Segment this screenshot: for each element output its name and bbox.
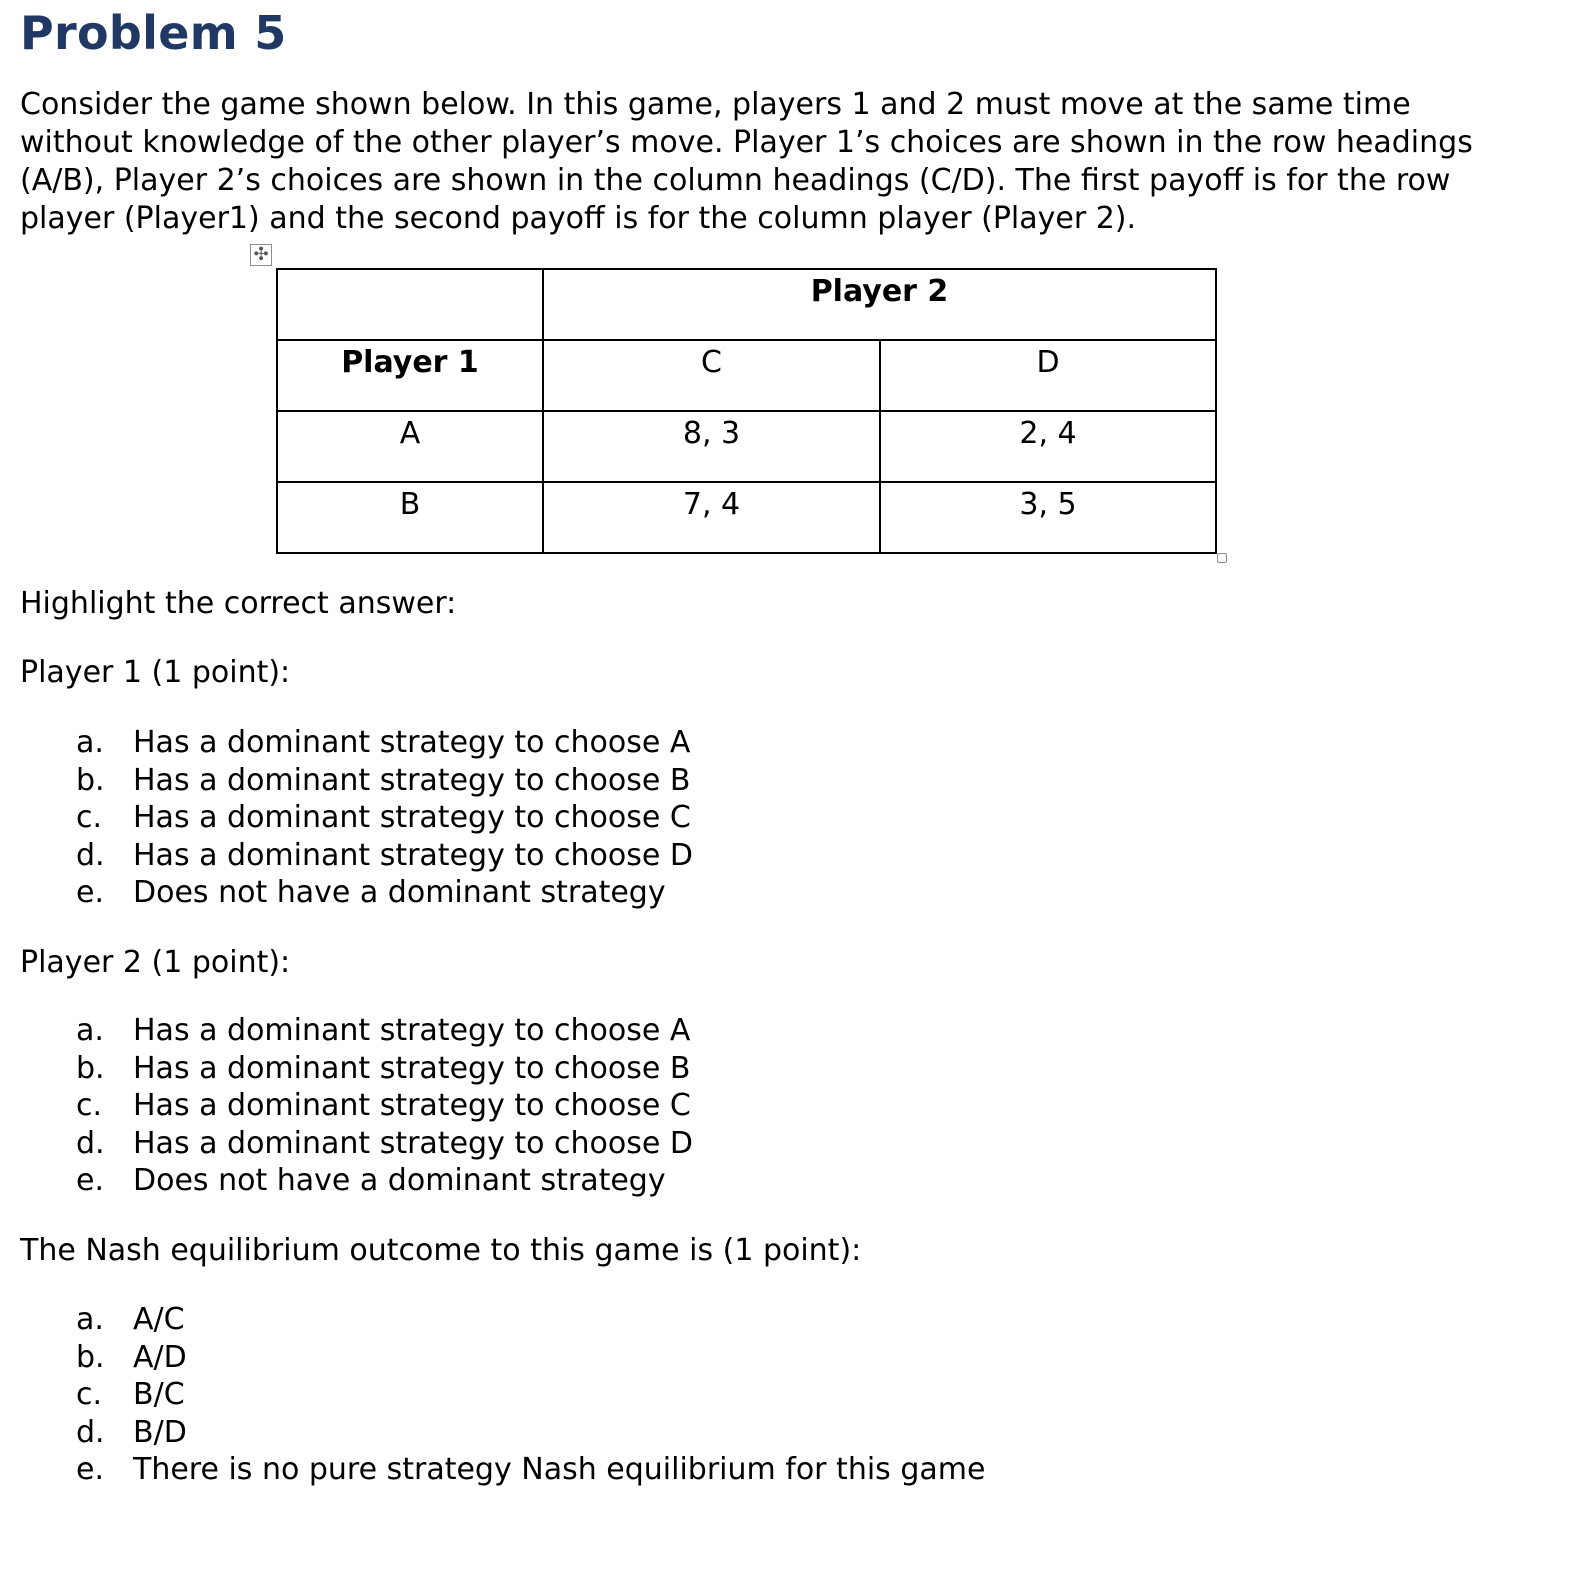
table-row [277,482,1216,553]
list-item[interactable] [76,837,693,875]
list-item[interactable] [76,799,693,837]
list-item[interactable] [76,724,693,762]
list-item[interactable] [76,1451,985,1489]
option-text: Has a dominant strategy to choose A [133,1013,691,1048]
option-marker: a. [76,1302,104,1337]
table-choice-row [277,340,1216,411]
option-text: Has a dominant strategy to choose B [133,762,691,798]
option-text: Does not have a dominant strategy [133,875,666,911]
intro-paragraph: Consider the game shown below. In this game, players 1 and 2 must move at the same time without knowledge of the other player’s move. Player 1’s choices are shown in the row headings (A/B), Player 2’s choices are shown in the column headings (C/D). The first payoff is for the row player (Player1) and the second payoff is for the column player (Player 2). [20,87,1473,236]
list-item[interactable] [76,762,693,800]
payoff-cell-a-c: 8, 3 [543,411,880,482]
list-item[interactable] [76,1162,693,1200]
column-choice-c: C [543,340,880,411]
option-marker: c. [76,1088,103,1124]
instruction-text: Highlight the correct answer: [20,586,457,621]
option-marker: c. [76,1377,103,1413]
question-3-options [76,1301,985,1489]
list-item[interactable] [76,1339,985,1377]
option-text: Has a dominant strategy to choose C [133,1088,691,1124]
option-marker: d. [76,837,105,873]
move-arrows-icon[interactable]: ✣ [250,244,272,266]
question-1-options [76,724,693,912]
row-choice-a: A [277,411,543,482]
table-header-row [277,269,1216,340]
page-title: Problem 5 [20,6,287,60]
list-item[interactable] [76,1087,693,1125]
list-item[interactable] [76,1376,985,1414]
question-2-prompt: Player 2 (1 point): [20,945,291,980]
payoff-cell-b-d: 3, 5 [880,482,1216,553]
column-choice-d: D [880,340,1216,411]
table-corner-cell [277,269,543,340]
payoff-cell-a-d: 2, 4 [880,411,1216,482]
option-marker: a. [76,725,104,760]
option-text: A/C [133,1302,185,1337]
option-text: There is no pure strategy Nash equilibrium for this game [133,1452,986,1488]
option-text: Does not have a dominant strategy [133,1163,666,1199]
list-item[interactable] [76,1050,693,1088]
question-3-prompt: The Nash equilibrium outcome to this game is (1 point): [20,1233,862,1268]
option-text: Has a dominant strategy to choose C [133,800,691,836]
option-text: Has a dominant strategy to choose A [133,725,691,760]
list-item[interactable] [76,1125,693,1163]
option-marker: b. [76,1050,105,1086]
payoff-table [276,268,1217,554]
column-player-header: Player 2 [543,269,1216,340]
question-2-options [76,1012,693,1200]
option-text: B/D [133,1414,187,1450]
option-marker: b. [76,762,105,798]
option-marker: d. [76,1125,105,1161]
option-text: A/D [133,1339,187,1375]
question-1-prompt: Player 1 (1 point): [20,655,291,690]
option-text: Has a dominant strategy to choose D [133,1125,693,1161]
option-marker: d. [76,1414,105,1450]
option-marker: e. [76,1452,104,1488]
option-marker: c. [76,800,103,836]
list-item[interactable] [76,874,693,912]
option-marker: e. [76,875,104,911]
option-text: B/C [133,1377,185,1413]
list-item[interactable] [76,1012,693,1050]
resize-handle-icon[interactable] [1217,553,1227,563]
option-text: Has a dominant strategy to choose D [133,837,693,873]
option-marker: e. [76,1163,104,1199]
row-player-header: Player 1 [277,340,543,411]
option-marker: b. [76,1339,105,1375]
table-row [277,411,1216,482]
list-item[interactable] [76,1301,985,1339]
payoff-cell-b-c: 7, 4 [543,482,880,553]
option-text: Has a dominant strategy to choose B [133,1050,691,1086]
row-choice-b: B [277,482,543,553]
list-item[interactable] [76,1414,985,1452]
option-marker: a. [76,1013,104,1048]
